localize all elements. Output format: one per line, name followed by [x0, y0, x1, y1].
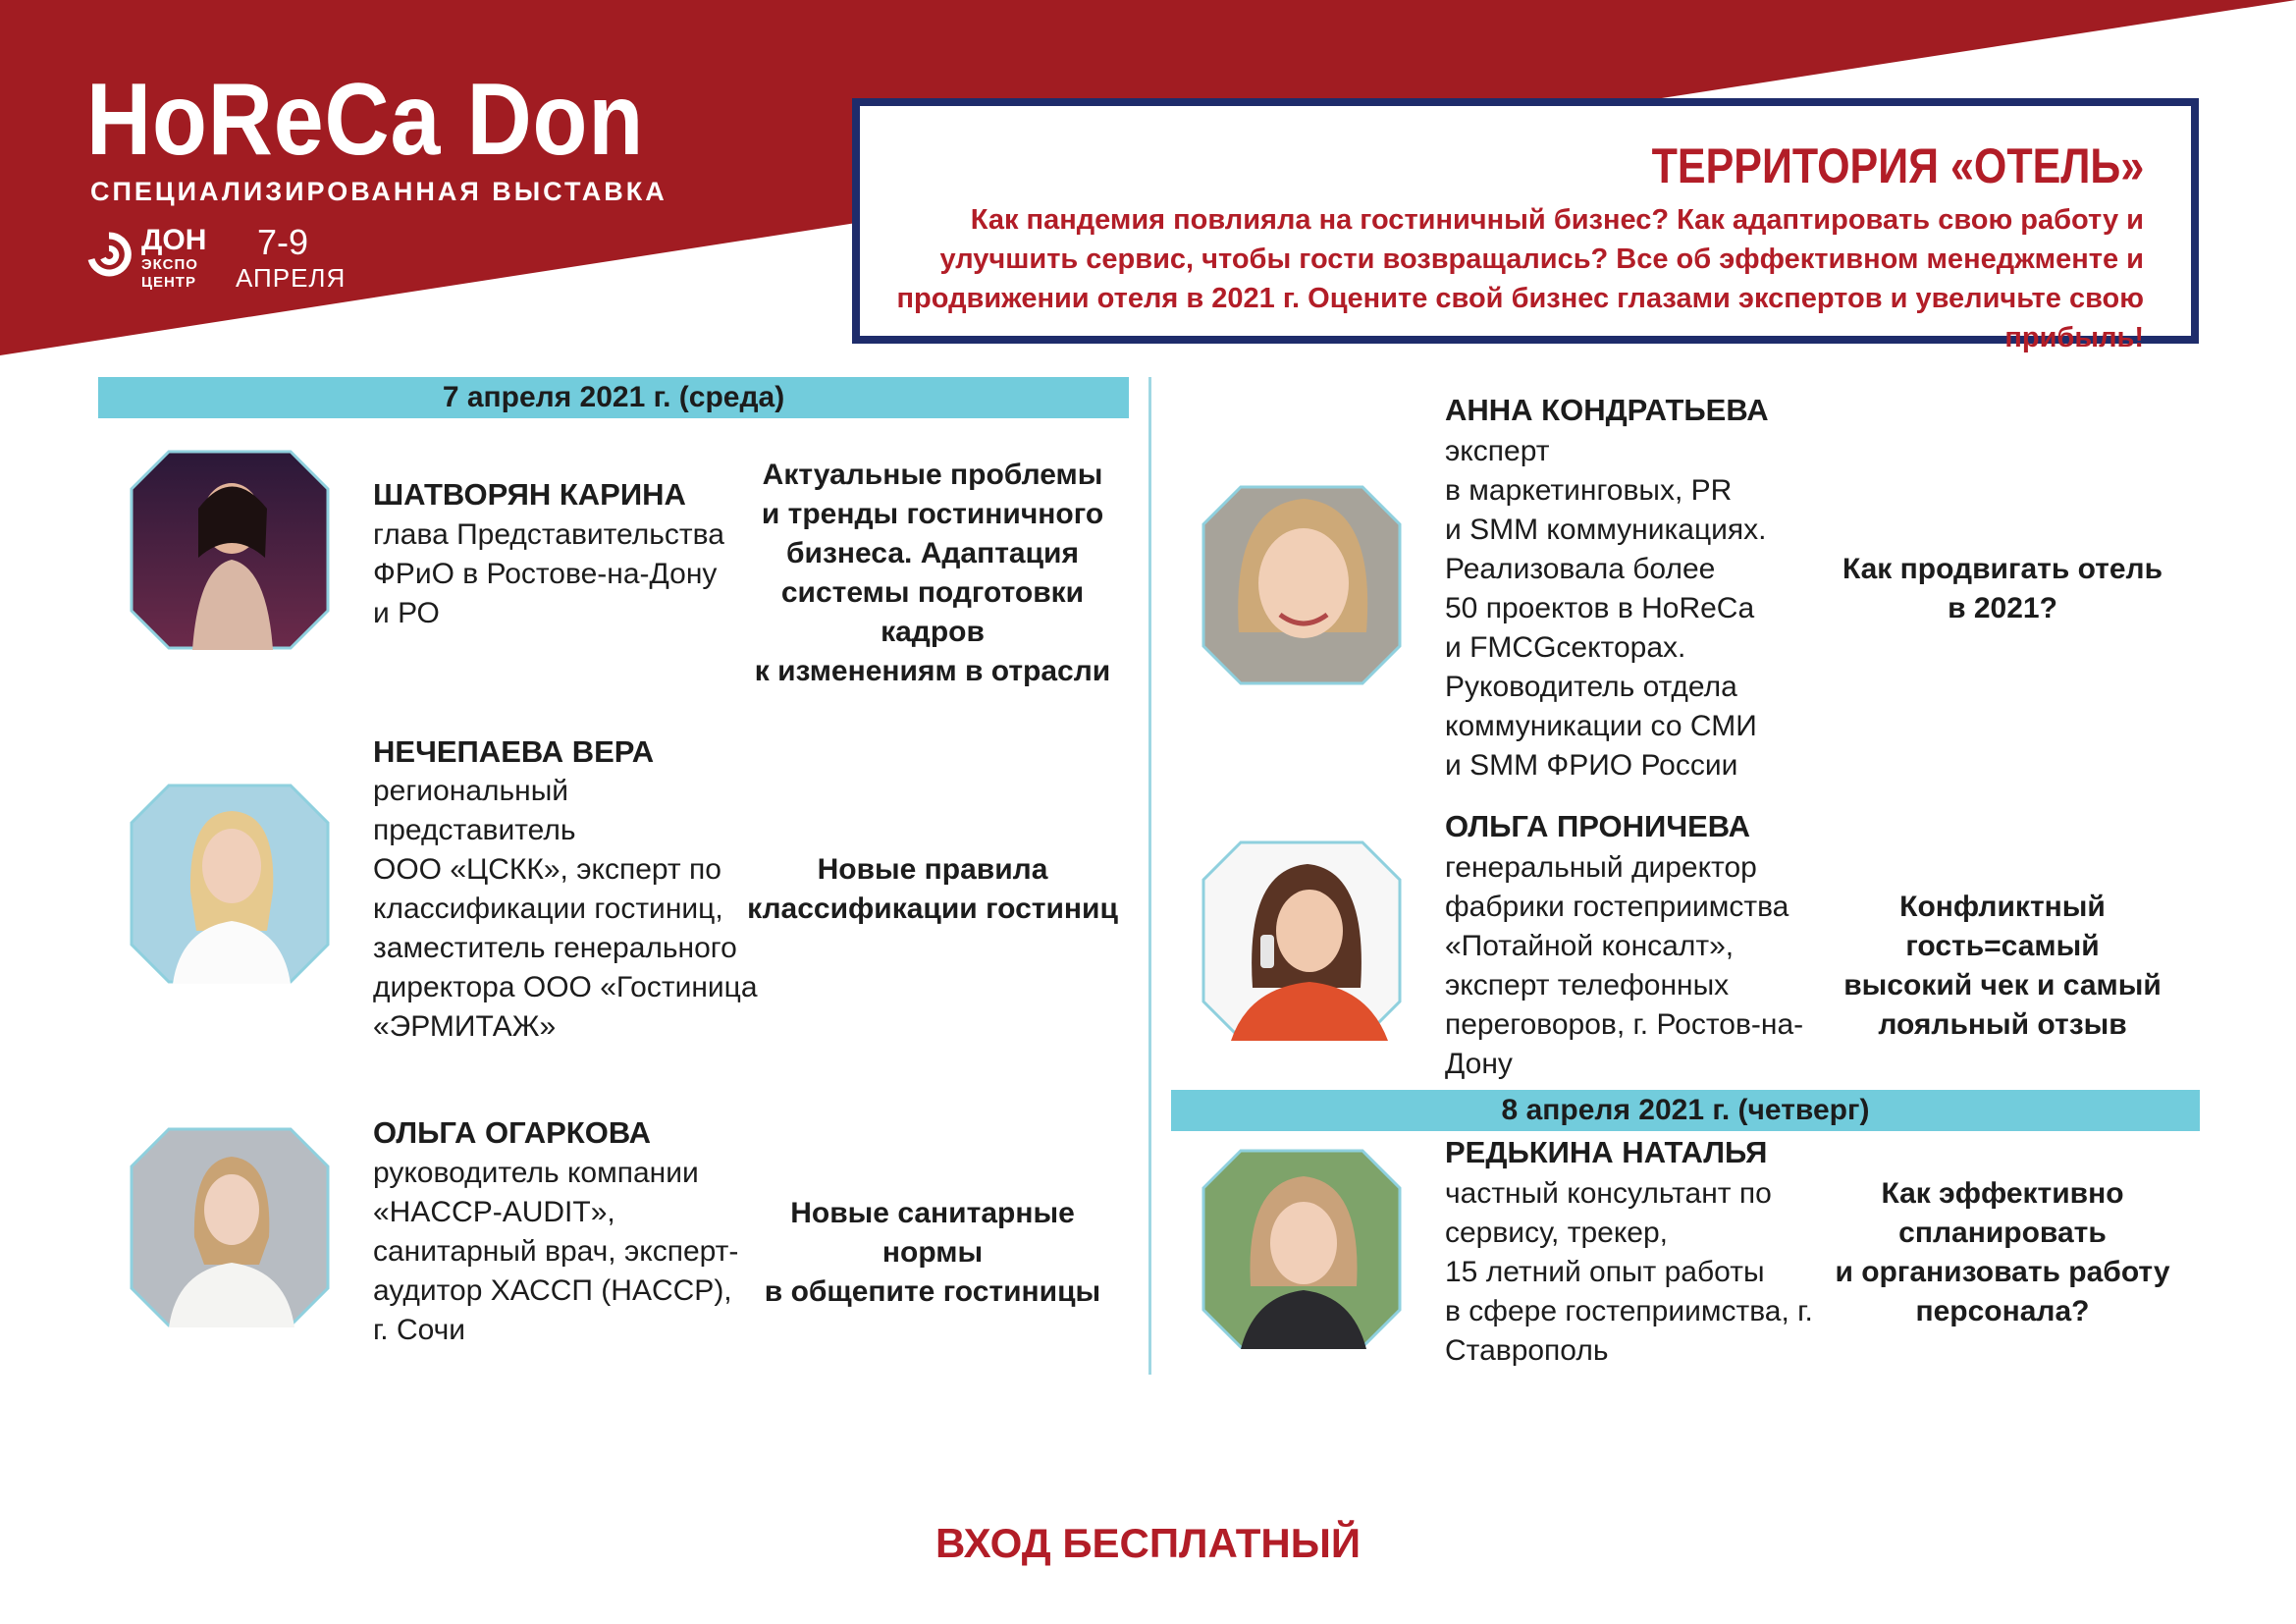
- speaker-name: РЕДЬКИНА НАТАЛЬЯ: [1445, 1135, 1768, 1169]
- column-divider: [1148, 377, 1151, 1375]
- speaker-role: эксперт в маркетинговых, PR и SMM коммуникациях. Реализовала более 50 проектов в HoReCa и FMCGсекторах. Руководитель отдела коммуникации со СМИ и SMM ФРИО России: [1445, 435, 1767, 782]
- talk-topic: Новые санитарные нормы в общепите гостиницы: [764, 1197, 1101, 1308]
- day2-header: 8 апреля 2021 г. (четверг): [1171, 1090, 2200, 1131]
- territory-box: [852, 98, 2199, 353]
- talk-topic: Актуальные проблемы и тренды гостиничного бизнеса. Адаптация системы подготовки кадров к изменениям в отрасли: [754, 459, 1111, 687]
- venue-line-1: ДОН: [141, 224, 207, 256]
- speaker-photo: [1201, 485, 1402, 685]
- free-entry-notice: ВХОД БЕСПЛАТНЫЙ: [934, 1520, 1362, 1566]
- speaker-photo: [1201, 840, 1402, 1041]
- talk-topic: Новые правила классификации гостиниц: [747, 853, 1118, 925]
- speaker-name: ОЛЬГА ПРОНИЧЕВА: [1445, 809, 1751, 843]
- territory-description: Как пандемия повлияла на гостиничный бизнес? Как адаптировать свою работу и улучшить сервис, чтобы гости возвращались? Все об эффективном менеджменте и продвижении отеля в 2021 г. Оцените свой бизнес глазами экспертов и увеличьте свою прибыль!: [896, 204, 2144, 353]
- venue-line-2: ЭКСПО: [141, 256, 198, 273]
- speaker-photo: [1201, 1149, 1402, 1349]
- speaker-photo: [130, 450, 330, 650]
- territory-title: ТЕРРИТОРИЯ «ОТЕЛЬ»: [1651, 138, 2144, 193]
- venue-line-3: ЦЕНТР: [141, 274, 196, 291]
- speaker-role: частный консультант по сервису, трекер, 15 летний опыт работы в сфере гостеприимства, г. Ставрополь: [1445, 1177, 1813, 1367]
- speaker-name: ОЛЬГА ОГАРКОВА: [373, 1115, 652, 1150]
- don-expo-center-logo: [86, 224, 224, 291]
- event-dates: 7-9: [257, 222, 309, 262]
- day1-header: 7 апреля 2021 г. (среда): [98, 377, 1129, 418]
- talk-topic: Как эффективно спланировать и организовать работу персонала?: [1835, 1177, 2170, 1327]
- logo-title: HoReCa Don: [86, 63, 645, 177]
- speaker-role: генеральный директор фабрики гостеприимства «Потайной консалт», эксперт телефонных переговоров, г. Ростов-на- Дону: [1445, 851, 1804, 1080]
- talk-topic: Конфликтный гость=самый высокий чек и самый лояльный отзыв: [1843, 891, 2162, 1041]
- speaker-role: глава Представительства ФРиО в Ростове-на-Дону и РО: [373, 518, 724, 629]
- speaker-name: ШАТВОРЯН КАРИНА: [373, 477, 686, 512]
- speaker-name: НЕЧЕПАЕВА ВЕРА: [373, 734, 655, 769]
- speaker-photo: [130, 784, 330, 984]
- speaker-role: региональный представитель ООО «ЦСКК», эксперт по классификации гостиниц, заместитель генерального директора ООО «Гостиница «ЭРМИТАЖ»: [373, 775, 758, 1043]
- speaker-name: АННА КОНДРАТЬЕВА: [1445, 393, 1769, 427]
- logo-subtitle: СПЕЦИАЛИЗИРОВАННАЯ ВЫСТАВКА: [90, 177, 667, 206]
- talk-topic: Как продвигать отель в 2021?: [1842, 553, 2163, 624]
- speaker-photo: [130, 1127, 330, 1327]
- expo-logo-icon: [86, 232, 132, 277]
- speaker-role: руководитель компании «HACCP-AUDIT», санитарный врач, эксперт- аудитор ХАССП (HACCP), г. Сочи: [373, 1157, 739, 1346]
- event-month: АПРЕЛЯ: [236, 263, 347, 293]
